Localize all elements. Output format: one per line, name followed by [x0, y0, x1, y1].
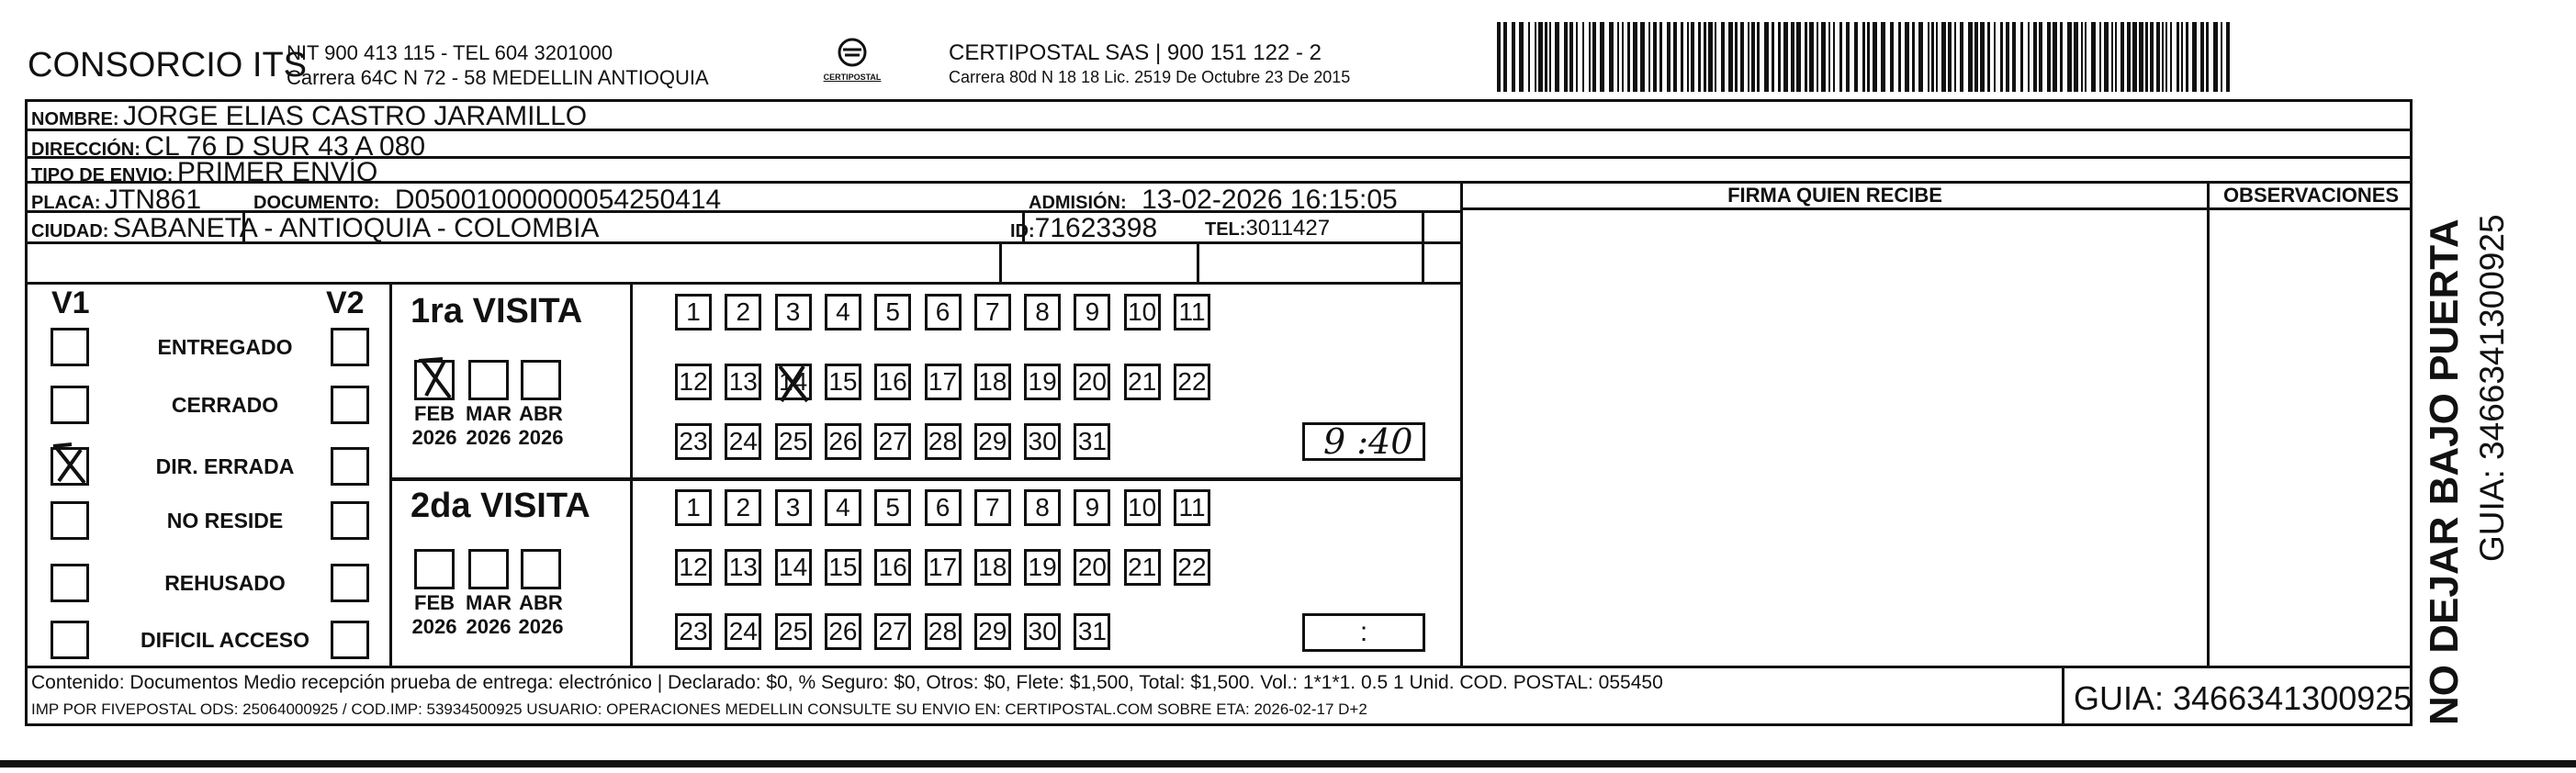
barcode-bar: [1704, 22, 1706, 92]
direccion-value: CL 76 D SUR 43 A 080: [144, 131, 426, 162]
second-day-31[interactable]: 31: [1074, 613, 1110, 650]
barcode-bar: [1954, 22, 1956, 92]
barcode-bar: [1592, 22, 1596, 92]
first-day-8[interactable]: 8: [1024, 294, 1061, 330]
status-v1-checkbox[interactable]: [51, 501, 89, 540]
company-name: CONSORCIO ITS: [28, 46, 308, 84]
second-day-10[interactable]: 10: [1124, 489, 1161, 526]
barcode-bar: [1691, 22, 1694, 92]
first-day-30[interactable]: 30: [1024, 423, 1061, 460]
barcode-bar: [1721, 22, 1725, 92]
barcode-bar: [1873, 22, 1877, 92]
second-day-24[interactable]: 24: [725, 613, 761, 650]
month-year: 2026: [518, 426, 564, 449]
barcode-bar: [1881, 22, 1885, 92]
second-month-label: [461, 591, 516, 639]
barcode-bar: [2067, 22, 2072, 92]
first-day-24[interactable]: 24: [725, 423, 761, 460]
logo-text: CERTIPOSTAL: [823, 73, 882, 82]
admision-label: ADMISIÓN:: [1029, 193, 1127, 213]
admision-cell: [1029, 185, 1398, 216]
status-v2-checkbox[interactable]: [331, 328, 369, 366]
barcode-bar: [1503, 22, 1507, 92]
barcode-bar: [1796, 22, 1801, 92]
guia-vertical: GUIA: 3466341300925: [2473, 214, 2511, 562]
barcode-bar: [2206, 22, 2209, 92]
second-day-17[interactable]: 17: [925, 549, 962, 586]
second-day-13[interactable]: 13: [725, 549, 761, 586]
first-day-14[interactable]: [775, 364, 812, 400]
observaciones-header: OBSERVACIONES: [2222, 184, 2400, 207]
second-day-11[interactable]: 11: [1174, 489, 1210, 526]
company-nit: [287, 40, 709, 90]
footer-line2: IMP POR FIVEPOSTAL ODS: 25064000925 / COD.IMP: 53934500925 USUARIO: OPERACIONES MEDELLIN CONSULTE SU ENVIO EN: CERTIPOSTAL.COM SOBRE ETA: 2026-02-17 D+2: [31, 700, 1367, 718]
admision-value: 13-02-2026 16:15:05: [1142, 185, 1398, 215]
first-month-label: [513, 402, 568, 450]
barcode-bar: [2111, 22, 2113, 92]
status-v2-checkbox[interactable]: [331, 501, 369, 540]
second-day-14[interactable]: 14: [775, 549, 812, 586]
barcode-bar: [1751, 22, 1755, 92]
divider: [2207, 181, 2210, 666]
barcode-bar: [2060, 22, 2063, 92]
divider: [389, 282, 392, 666]
second-month-checkbox[interactable]: [468, 549, 509, 589]
barcode-bar: [2020, 22, 2023, 92]
documento-cell: [253, 185, 721, 216]
second-month-checkbox[interactable]: [414, 549, 455, 589]
barcode-bar: [2099, 22, 2101, 92]
second-day-16[interactable]: 16: [874, 549, 911, 586]
barcode-bar: [1545, 22, 1547, 92]
second-day-25[interactable]: 25: [775, 613, 812, 650]
barcode-bar: [1817, 22, 1818, 92]
month-year: 2026: [466, 615, 512, 638]
barcode-bar: [1783, 22, 1788, 92]
barcode-bar: [2053, 22, 2057, 92]
first-day-3[interactable]: 3: [775, 294, 812, 330]
barcode-bar: [2120, 22, 2124, 92]
second-day-20[interactable]: 20: [1074, 549, 1110, 586]
v1-label: V1: [51, 286, 90, 320]
first-day-12[interactable]: 12: [675, 364, 712, 400]
month-name: MAR: [465, 591, 512, 614]
barcode-bar: [1748, 22, 1749, 92]
carrier-info: [949, 40, 1350, 90]
barcode-bar: [2221, 22, 2222, 92]
barcode-bar: [1538, 22, 1543, 92]
carrier-line: CERTIPOSTAL SAS | 900 151 122 - 2: [949, 40, 1322, 65]
second-day-28[interactable]: 28: [925, 613, 962, 650]
barcode-bar: [1809, 22, 1814, 92]
first-day-7[interactable]: 7: [974, 294, 1011, 330]
month-name: ABR: [519, 591, 563, 614]
first-day-21[interactable]: 21: [1124, 364, 1161, 400]
first-month-checkbox[interactable]: [468, 360, 509, 400]
barcode-bar: [1960, 22, 1963, 92]
barcode-bar: [2177, 22, 2179, 92]
status-v1-checkbox[interactable]: [51, 328, 89, 366]
day-number: 14: [779, 367, 808, 396]
carrier-address: Carrera 80d N 18 18 Lic. 2519 De Octubre 23 De 2015: [949, 68, 1351, 86]
ciudad-value: SABANETA - ANTIOQUIA - COLOMBIA: [112, 213, 600, 243]
barcode-bar: [1918, 22, 1923, 92]
tel-cell: [1205, 216, 1330, 241]
barcode-bar: [2127, 22, 2131, 92]
barcode-bar: [1667, 22, 1670, 92]
first-day-4[interactable]: 4: [825, 294, 861, 330]
first-day-26[interactable]: 26: [825, 423, 861, 460]
barcode-bar: [2074, 22, 2078, 92]
footer-line1: Contenido: Documentos Medio recepción prueba de entrega: electrónico | Declarado: $0, % Seguro: $0, Otros: $0, Flete: $1,500, Total: $1,500. Vol.: 1*1*1. 0.5 1 Unid. COD. POSTAL: 055450: [31, 672, 1663, 693]
barcode-bar: [1854, 22, 1858, 92]
first-day-20[interactable]: 20: [1074, 364, 1110, 400]
second-day-3[interactable]: 3: [775, 489, 812, 526]
no-dejar-bajo-puerta: NO DEJAR BAJO PUERTA: [2422, 218, 2467, 725]
month-year: 2026: [518, 615, 564, 638]
barcode-bar: [1681, 22, 1683, 92]
second-day-18[interactable]: 18: [974, 549, 1011, 586]
first-day-10[interactable]: 10: [1124, 294, 1161, 330]
first-month-checkbox[interactable]: [414, 360, 455, 400]
first-day-5[interactable]: 5: [874, 294, 911, 330]
month-name: FEB: [414, 402, 455, 425]
barcode-bar: [1839, 22, 1842, 92]
nit-line: NIT 900 413 115 - TEL 604 3201000: [287, 41, 613, 64]
barcode-bar: [1512, 22, 1515, 92]
first-day-31[interactable]: 31: [1074, 423, 1110, 460]
barcode-bar: [1687, 22, 1689, 92]
barcode-bar: [2162, 22, 2164, 92]
barcode-bar: [1846, 22, 1850, 92]
month-name: ABR: [519, 402, 563, 425]
firma-header: FIRMA QUIEN RECIBE: [1727, 184, 1942, 207]
barcode-bar: [1941, 22, 1946, 92]
barcode-bar: [1740, 22, 1744, 92]
divider: [1460, 207, 2413, 210]
first-day-13[interactable]: 13: [725, 364, 761, 400]
barcode-bar: [1994, 22, 1996, 92]
month-year: 2026: [411, 615, 457, 638]
barcode-bar: [2006, 22, 2009, 92]
second-day-15[interactable]: 15: [825, 549, 861, 586]
second-day-30[interactable]: 30: [1024, 613, 1061, 650]
barcode-bar: [1772, 22, 1774, 92]
id-value: 71623398: [1034, 213, 1158, 243]
footer-guia: GUIA: 3466341300925: [2074, 679, 2413, 717]
barcode-bar: [1609, 22, 1614, 92]
barcode-bar: [1600, 22, 1604, 92]
divider: [1460, 181, 1463, 666]
barcode-bar: [1791, 22, 1794, 92]
barcode-bar: [2200, 22, 2204, 92]
check-mark-icon: [48, 441, 92, 488]
barcode-bar: [1735, 22, 1738, 92]
first-time-value: 9 :40: [1323, 421, 1413, 462]
nombre-label: NOMBRE:: [31, 109, 119, 129]
divider: [25, 282, 1460, 285]
first-time-field[interactable]: [1302, 422, 1425, 461]
barcode-bar: [1890, 22, 1894, 92]
v2-label: V2: [326, 286, 365, 320]
barcode-bar: [1627, 22, 1630, 92]
barcode-bar: [1867, 22, 1870, 92]
barcode-bar: [1519, 22, 1524, 92]
second-day-1[interactable]: 1: [675, 489, 712, 526]
barcode-bar: [1948, 22, 1952, 92]
barcode-bar: [1589, 22, 1591, 92]
ciudad-cell: [31, 213, 599, 244]
barcode-bar: [1633, 22, 1637, 92]
first-day-29[interactable]: 29: [974, 423, 1011, 460]
status-label: NO RESIDE: [166, 509, 284, 532]
barcode-bar: [1833, 22, 1835, 92]
bottom-rule: [0, 760, 2576, 767]
tel-value: 3011427: [1245, 216, 1331, 241]
divider: [2062, 666, 2064, 726]
barcode-bar: [1659, 22, 1662, 92]
barcode-bar: [1912, 22, 1915, 92]
status-v2-checkbox[interactable]: [331, 564, 369, 602]
second-month-checkbox[interactable]: [521, 549, 561, 589]
first-day-23[interactable]: 23: [675, 423, 712, 460]
barcode: [1497, 22, 2241, 92]
barcode-bar: [2165, 22, 2167, 92]
divider: [389, 477, 1460, 481]
barcode-bar: [1555, 22, 1559, 92]
barcode-bar: [2012, 22, 2016, 92]
signature-area[interactable]: [1466, 213, 2202, 663]
barcode-bar: [2170, 22, 2172, 92]
status-label: REHUSADO: [164, 571, 286, 595]
first-day-28[interactable]: 28: [925, 423, 962, 460]
month-year: 2026: [466, 426, 512, 449]
first-visit-title: 1ra VISITA: [411, 292, 583, 330]
first-day-16[interactable]: 16: [874, 364, 911, 400]
second-day-26[interactable]: 26: [825, 613, 861, 650]
second-day-22[interactable]: 22: [1174, 549, 1210, 586]
second-day-6[interactable]: 6: [925, 489, 962, 526]
barcode-bar: [2156, 22, 2160, 92]
tel-label: TEL:: [1205, 219, 1246, 240]
barcode-bar: [1715, 22, 1716, 92]
barcode-bar: [2115, 22, 2117, 92]
barcode-bar: [1974, 22, 1978, 92]
id-label: ID:: [1010, 221, 1035, 241]
barcode-bar: [1778, 22, 1781, 92]
barcode-bar: [1648, 22, 1650, 92]
divider: [999, 241, 1002, 282]
placa-cell: [31, 185, 201, 216]
barcode-bar: [1828, 22, 1830, 92]
barcode-bar: [1582, 22, 1584, 92]
second-month-label: [513, 591, 568, 639]
barcode-bar: [1576, 22, 1578, 92]
barcode-bar: [1497, 22, 1501, 92]
status-label: DIR. ERRADA: [155, 454, 295, 478]
nombre-value: JORGE ELIAS CASTRO JARAMILLO: [123, 101, 588, 131]
barcode-bar: [1653, 22, 1657, 92]
barcode-bar: [1673, 22, 1677, 92]
barcode-bar: [2132, 22, 2137, 92]
first-day-9[interactable]: 9: [1074, 294, 1110, 330]
barcode-bar: [1617, 22, 1619, 92]
barcode-bar: [2028, 22, 2030, 92]
barcode-bar: [1928, 22, 1929, 92]
barcode-bar: [1931, 22, 1934, 92]
first-month-checkbox[interactable]: [521, 360, 561, 400]
first-day-25[interactable]: 25: [775, 423, 812, 460]
month-name: FEB: [414, 591, 455, 614]
status-v1-checkbox[interactable]: [51, 447, 89, 486]
status-v2-checkbox[interactable]: [331, 621, 369, 659]
status-label: ENTREGADO: [157, 335, 293, 359]
barcode-bar: [2150, 22, 2154, 92]
status-v1-checkbox[interactable]: [51, 564, 89, 602]
barcode-bar: [1905, 22, 1909, 92]
status-v2-checkbox[interactable]: [331, 447, 369, 486]
second-day-8[interactable]: 8: [1024, 489, 1061, 526]
divider: [1422, 210, 1424, 282]
id-cell: [1010, 213, 1157, 244]
second-day-7[interactable]: 7: [974, 489, 1011, 526]
month-name: MAR: [465, 402, 512, 425]
second-day-21[interactable]: 21: [1124, 549, 1161, 586]
barcode-bar: [1987, 22, 1990, 92]
second-day-9[interactable]: 9: [1074, 489, 1110, 526]
status-v1-checkbox[interactable]: [51, 386, 89, 424]
barcode-bar: [2145, 22, 2148, 92]
logo-icon: [834, 37, 871, 68]
check-mark-icon: [772, 361, 815, 407]
second-day-23[interactable]: 23: [675, 613, 712, 650]
first-day-18[interactable]: 18: [974, 364, 1011, 400]
divider: [630, 282, 633, 666]
barcode-bar: [1698, 22, 1701, 92]
status-label: DIFICIL ACCESO: [140, 628, 309, 652]
documento-label: DOCUMENTO:: [253, 193, 380, 213]
second-day-19[interactable]: 19: [1024, 549, 1061, 586]
placa-value: JTN861: [105, 185, 202, 215]
barcode-bar: [1728, 22, 1733, 92]
first-day-1[interactable]: 1: [675, 294, 712, 330]
barcode-bar: [2085, 22, 2087, 92]
ciudad-label: CIUDAD:: [31, 221, 109, 241]
first-month-label: [461, 402, 516, 450]
second-month-label: [407, 591, 462, 639]
barcode-bar: [1535, 22, 1536, 92]
barcode-bar: [2091, 22, 2096, 92]
barcode-bar: [2033, 22, 2037, 92]
first-month-label: [407, 402, 462, 450]
check-mark-icon: [413, 353, 459, 403]
first-day-11[interactable]: 11: [1174, 294, 1210, 330]
second-time-field[interactable]: :: [1302, 613, 1425, 652]
barcode-bar: [1640, 22, 1645, 92]
barcode-bar: [2226, 22, 2230, 92]
barcode-bar: [1708, 22, 1713, 92]
status-v1-checkbox[interactable]: [51, 621, 89, 659]
second-day-27[interactable]: 27: [874, 613, 911, 650]
second-day-5[interactable]: 5: [874, 489, 911, 526]
first-day-17[interactable]: 17: [925, 364, 962, 400]
barcode-bar: [1968, 22, 1973, 92]
barcode-bar: [2139, 22, 2143, 92]
address-line: Carrera 64C N 72 - 58 MEDELLIN ANTIOQUIA: [287, 66, 709, 89]
first-day-22[interactable]: 22: [1174, 364, 1210, 400]
barcode-bar: [1821, 22, 1826, 92]
barcode-bar: [1569, 22, 1573, 92]
barcode-bar: [1805, 22, 1807, 92]
barcode-bar: [1549, 22, 1551, 92]
second-day-29[interactable]: 29: [974, 613, 1011, 650]
first-day-15[interactable]: 15: [825, 364, 861, 400]
first-day-6[interactable]: 6: [925, 294, 962, 330]
barcode-bar: [2213, 22, 2218, 92]
barcode-bar: [2104, 22, 2109, 92]
divider: [1197, 241, 1199, 282]
second-day-12[interactable]: 12: [675, 549, 712, 586]
tipo-row: [31, 157, 377, 188]
barcode-bar: [2081, 22, 2083, 92]
barcode-bar: [1757, 22, 1760, 92]
barcode-bar: [2181, 22, 2183, 92]
tipo-label: TIPO DE ENVIO:: [31, 165, 174, 185]
barcode-bar: [1528, 22, 1530, 92]
barcode-bar: [1564, 22, 1568, 92]
barcode-bar: [1622, 22, 1624, 92]
first-day-19[interactable]: 19: [1024, 364, 1061, 400]
divider: [25, 666, 2413, 668]
barcode-bar: [2000, 22, 2003, 92]
observaciones-area[interactable]: [2212, 213, 2409, 663]
barcode-bar: [2039, 22, 2042, 92]
placa-label: PLACA:: [31, 193, 101, 213]
barcode-bar: [2047, 22, 2051, 92]
barcode-bar: [1980, 22, 1985, 92]
barcode-bar: [2186, 22, 2188, 92]
month-year: 2026: [411, 426, 457, 449]
first-day-2[interactable]: 2: [725, 294, 761, 330]
barcode-bar: [2192, 22, 2197, 92]
second-day-4[interactable]: 4: [825, 489, 861, 526]
second-visit-title: 2da VISITA: [411, 487, 591, 525]
status-v2-checkbox[interactable]: [331, 386, 369, 424]
second-day-2[interactable]: 2: [725, 489, 761, 526]
nombre-row: [31, 101, 587, 132]
documento-value: D05001000000054250414: [394, 185, 722, 215]
tipo-value: PRIMER ENVÍO: [176, 157, 378, 187]
barcode-bar: [1862, 22, 1865, 92]
barcode-bar: [1764, 22, 1769, 92]
certipostal-logo: [820, 37, 884, 92]
direccion-label: DIRECCIÓN:: [31, 140, 141, 160]
status-label: CERRADO: [171, 393, 279, 417]
first-day-27[interactable]: 27: [874, 423, 911, 460]
barcode-bar: [1936, 22, 1938, 92]
barcode-bar: [1898, 22, 1901, 92]
